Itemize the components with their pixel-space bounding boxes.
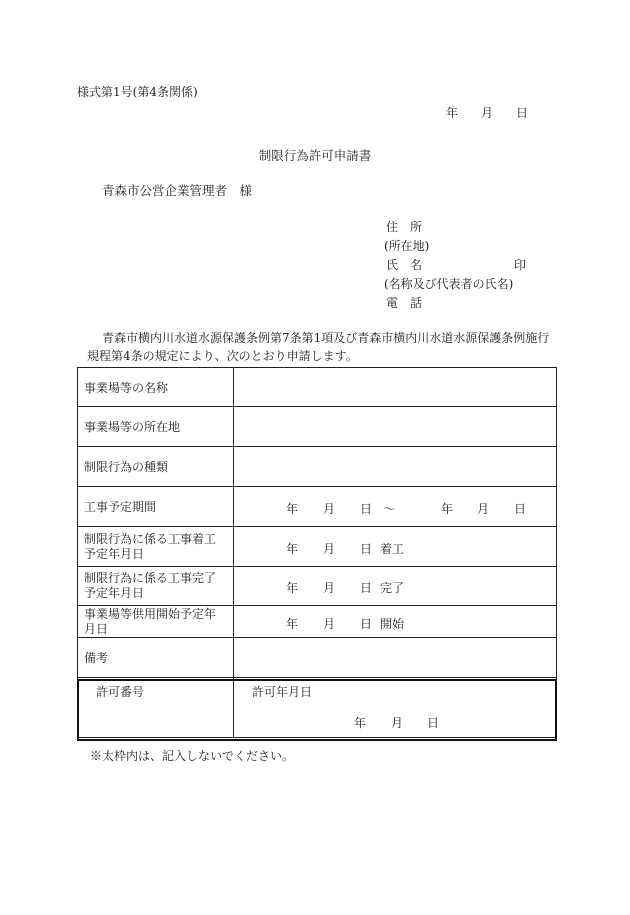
day-label: 日 xyxy=(360,541,373,556)
permit-number-label: 許可番号 xyxy=(96,685,145,699)
open-suffix: 開始 xyxy=(380,616,405,631)
work-end-label: 制限行為に係る工事完了予定年月日 xyxy=(78,567,234,606)
start-suffix: 着工 xyxy=(380,541,405,556)
applicant-name-label: 氏 名 xyxy=(386,258,423,272)
restricted-act-label: 制限行為の種類 xyxy=(78,447,234,487)
table-row xyxy=(78,678,557,738)
year-label: 年 xyxy=(286,616,299,631)
work-period-field[interactable] xyxy=(234,487,557,527)
table-row xyxy=(78,567,557,606)
year-label: 年 xyxy=(286,501,299,516)
permit-number-cell xyxy=(78,678,234,738)
table-row xyxy=(78,447,557,487)
restricted-act-field[interactable] xyxy=(234,447,557,487)
year-label: 年 xyxy=(354,716,367,730)
seal-mark: 印 xyxy=(514,258,527,272)
office-use-note: ※太枠内は、記入しないでください。 xyxy=(90,749,295,763)
form-number: 様式第1号(第4条関係) xyxy=(77,85,198,99)
month-label: 月 xyxy=(323,581,336,595)
application-table xyxy=(77,367,557,738)
table-row xyxy=(78,606,557,638)
applicant-phone-label: 電 話 xyxy=(386,296,423,310)
month-label: 月 xyxy=(323,501,336,516)
table-row xyxy=(78,638,557,678)
day-label: 日 xyxy=(360,616,373,631)
service-start-label: 事業場等供用開始予定年月日 xyxy=(78,606,234,638)
table-row xyxy=(78,487,557,527)
work-start-label: 制限行為に係る工事着工予定年月日 xyxy=(78,527,234,567)
site-name-label: 事業場等の名称 xyxy=(78,368,234,407)
site-location-label: 事業場等の所在地 xyxy=(78,407,234,447)
complete-suffix: 完了 xyxy=(380,581,405,595)
permit-date-label: 許可年月日 xyxy=(252,685,313,699)
month-label: 月 xyxy=(323,616,336,631)
site-location-field[interactable] xyxy=(234,407,557,447)
year-label: 年 xyxy=(286,541,299,556)
document-title: 制限行為許可申請書 xyxy=(258,148,372,163)
table-row xyxy=(78,407,557,447)
year-label: 年 xyxy=(286,581,299,595)
month-label: 月 xyxy=(477,501,490,516)
work-period-label: 工事予定期間 xyxy=(78,487,234,527)
year-label: 年 xyxy=(441,501,454,516)
work-start-field[interactable] xyxy=(234,527,557,567)
permit-date-cell xyxy=(234,678,557,738)
application-statement: 青森市横内川水道水源保護条例第7条第1項及び青森市横内川水道水源保護条例施行規程第4条の規定により、次のとおり申請します。 xyxy=(87,331,550,363)
month-label: 月 xyxy=(323,541,336,556)
remarks-field[interactable] xyxy=(234,638,557,678)
table-row xyxy=(78,527,557,567)
tilde-separator: ～ xyxy=(383,501,396,516)
applicant-address-label: 住 所 xyxy=(386,220,423,234)
applicant-representative-label: (名称及び代表者の氏名) xyxy=(384,277,514,291)
site-name-field[interactable] xyxy=(234,368,557,407)
work-end-field[interactable] xyxy=(234,567,557,606)
applicant-location-label: (所在地) xyxy=(384,239,430,253)
date-year-label: 年 xyxy=(446,106,459,120)
service-start-field[interactable] xyxy=(234,606,557,638)
remarks-label: 備考 xyxy=(78,638,234,678)
day-label: 日 xyxy=(514,501,527,516)
day-label: 日 xyxy=(427,716,440,730)
date-month-label: 月 xyxy=(481,106,494,120)
date-day-label: 日 xyxy=(516,106,529,120)
day-label: 日 xyxy=(360,501,373,516)
table-row xyxy=(78,368,557,407)
addressee: 青森市公営企業管理者 様 xyxy=(102,183,253,198)
month-label: 月 xyxy=(391,716,404,730)
day-label: 日 xyxy=(360,581,373,595)
